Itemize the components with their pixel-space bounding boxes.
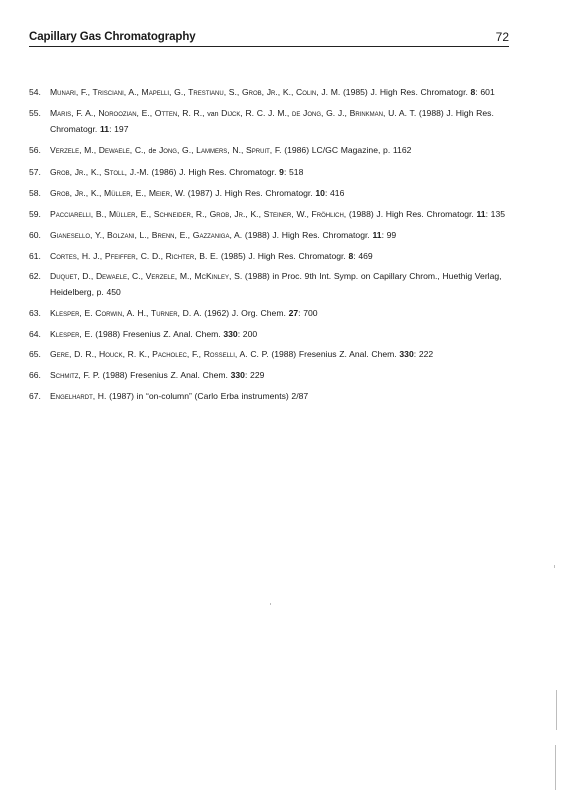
scan-mark: [554, 565, 555, 568]
reference-number: 61.: [29, 250, 41, 261]
reference-list: [29, 85, 513, 410]
reference-authors: Cortes, H. J., Pfeiffer, C. D., Richter, B. E.: [50, 250, 219, 261]
reference-segment: : 700: [298, 307, 318, 318]
reference-item: [29, 85, 513, 100]
reference-segment: de: [148, 148, 157, 156]
reference-item: [29, 207, 513, 222]
scan-mark: [555, 745, 556, 790]
reference-segment: (1987) in “on-column” (Carlo Erba instruments) 2/87: [106, 391, 309, 402]
reference-item: [29, 306, 513, 321]
reference-segment: : 601: [475, 87, 495, 97]
reference-item: [29, 106, 513, 138]
reference-authors: Grob, Jr., K., Stoll, J.-M.: [50, 166, 149, 177]
reference-authors: Klesper, E. Corwin, A. H., Turner, D. A.: [50, 307, 202, 318]
reference-authors: Gianesello, Y., Bolzani, L., Brenn, E., Gazzaniga, A.: [50, 229, 243, 240]
reference-text: [50, 391, 308, 401]
reference-text: [50, 308, 318, 318]
reference-text: [50, 370, 264, 380]
reference-segment: : 469: [353, 250, 373, 261]
reference-number: 59.: [29, 208, 41, 219]
reference-text: [50, 349, 433, 359]
reference-text: [50, 230, 396, 240]
scan-mark: [556, 690, 557, 730]
reference-segment: (1988) J. High Res. Chromatogr.: [50, 107, 494, 135]
running-title: Capillary Gas Chromatography: [29, 31, 196, 43]
reference-volume: 11: [476, 208, 486, 219]
reference-volume: 11: [372, 229, 382, 240]
reference-text: [50, 271, 502, 296]
reference-number: 64.: [29, 328, 41, 339]
scan-mark: [270, 603, 271, 605]
reference-item: [29, 269, 513, 300]
reference-segment: (1986) LC/GC Magazine, p. 1162: [281, 145, 412, 156]
reference-number: 62.: [29, 271, 41, 282]
reference-number: 58.: [29, 187, 41, 198]
reference-item: [29, 186, 513, 201]
reference-authors: Schmitz, F. P.: [50, 370, 100, 381]
reference-segment: (1985) J. High Res. Chromatogr.: [218, 250, 349, 261]
reference-segment: (1988) J. High Res. Chromatogr.: [346, 208, 477, 219]
reference-segment: : 229: [244, 370, 265, 381]
reference-item: [29, 165, 513, 180]
reference-number: 67.: [29, 391, 41, 402]
reference-number: 54.: [29, 87, 41, 97]
reference-segment: (1962) J. Org. Chem.: [201, 307, 289, 318]
reference-number: 65.: [29, 349, 41, 360]
reference-segment: : 99: [381, 229, 397, 240]
reference-segment: (1988) Fresenius Z. Anal. Chem.: [268, 349, 400, 360]
reference-number: 63.: [29, 307, 41, 318]
reference-item: [29, 228, 513, 243]
reference-segment: : 200: [237, 328, 258, 339]
reference-number: 56.: [29, 145, 41, 156]
reference-segment: (1988) Fresenius Z. Anal. Chem.: [99, 370, 231, 381]
reference-authors: Jong, G., Lammers, N., Spruit, F.: [156, 145, 282, 156]
reference-text: [50, 145, 411, 155]
reference-authors: Pacciarelli, B., Müller, E., Schneider, R., Grob, Jr., K., Steiner, W., Fröhlich,: [50, 208, 347, 219]
reference-volume: 330: [399, 349, 414, 360]
reference-authors: Maris, F. A., Noroozian, E., Otten, R. R.,: [50, 107, 208, 118]
reference-segment: (1988) J. High Res. Chromatogr.: [242, 229, 373, 240]
reference-authors: Gere, D. R., Houck, R. K., Pacholec, F., Rosselli, A. C. P.: [50, 349, 269, 360]
reference-item: [29, 389, 513, 404]
reference-text: [50, 108, 494, 134]
reference-number: 60.: [29, 229, 41, 240]
reference-volume: 8: [470, 87, 476, 97]
reference-segment: : 518: [283, 166, 304, 177]
reference-segment: (1987) J. High Res. Chromatogr.: [185, 187, 316, 198]
page-number: 72: [495, 30, 509, 44]
reference-number: 55.: [29, 107, 41, 118]
reference-segment: (1988) Fresenius Z. Anal. Chem.: [92, 328, 224, 339]
reference-authors: Verzele, M., Dewaele, C.,: [50, 145, 149, 156]
reference-volume: 27: [288, 307, 299, 318]
reference-segment: : 222: [413, 349, 434, 360]
reference-authors: Munari, F., Trisciani, A., Mapelli, G., Trestianu, S., Grob, Jr., K., Colin, J. M.: [50, 87, 341, 97]
reference-segment: van: [207, 110, 219, 118]
reference-segment: (1985) J. High Res. Chromatogr.: [340, 87, 471, 97]
reference-item: [29, 368, 513, 383]
reference-segment: : 197: [109, 124, 129, 135]
reference-number: 66.: [29, 370, 41, 381]
reference-volume: 11: [99, 124, 110, 135]
reference-authors: Dijck, R. C. J. M., de Jong, G. J., Brinkman, U. A. T.: [218, 107, 417, 118]
reference-volume: 330: [223, 328, 238, 339]
reference-text: [50, 87, 495, 97]
reference-segment: (1986) J. High Res. Chromatogr.: [148, 166, 280, 177]
reference-authors: Klesper, E.: [50, 328, 93, 339]
reference-text: [50, 209, 505, 219]
reference-item: [29, 347, 513, 362]
reference-segment: : 416: [324, 187, 345, 198]
reference-authors: Grob, Jr., K., Müller, E., Meier, W.: [50, 187, 186, 198]
reference-segment: (1988) in Proc. 9th Int. Symp. on Capillary Chrom., Huethig Verlag, Heidelberg, p. 450: [50, 271, 502, 297]
reference-item: [29, 249, 513, 264]
reference-volume: 9: [279, 166, 284, 177]
reference-authors: Duquet, D., Dewaele, C., Verzele, M., McKinley, S.: [50, 271, 243, 282]
reference-number: 57.: [29, 166, 41, 177]
reference-text: [50, 329, 257, 339]
reference-item: [29, 143, 513, 159]
reference-segment: : 135: [485, 208, 506, 219]
reference-item: [29, 327, 513, 342]
reference-authors: Engelhardt, H.: [50, 391, 107, 402]
reference-text: [50, 251, 373, 261]
page-header: [29, 30, 509, 47]
reference-volume: 10: [315, 187, 325, 198]
reference-volume: 330: [230, 370, 245, 381]
reference-text: [50, 188, 344, 198]
reference-volume: 8: [348, 250, 354, 261]
reference-text: [50, 167, 303, 177]
